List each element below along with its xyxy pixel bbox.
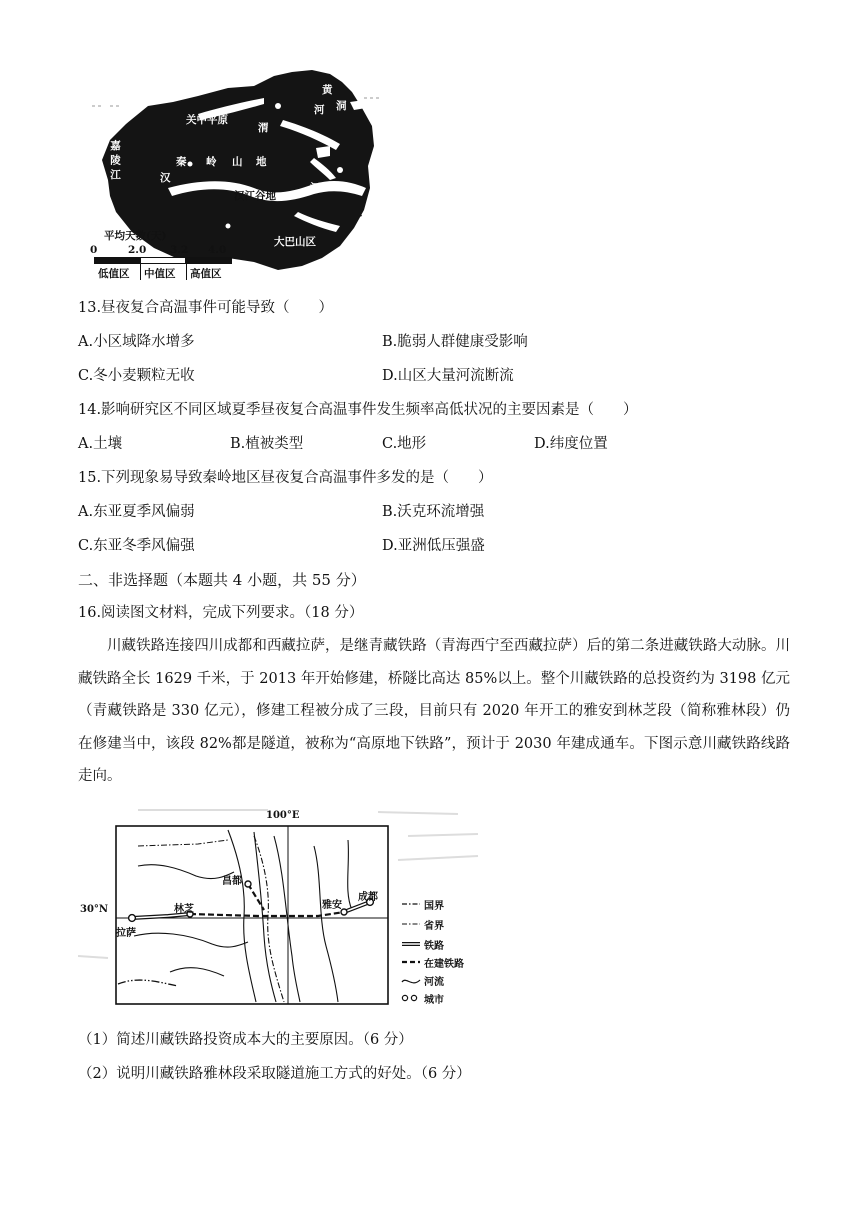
city-changdu: 昌都 xyxy=(222,876,242,887)
label-jialing-river: 嘉陵江 xyxy=(109,140,121,184)
q14-option-c: C.地形 xyxy=(382,436,427,452)
q15-option-a: A.东亚夏季风偏弱 xyxy=(78,504,195,520)
railway-map xyxy=(78,806,488,1012)
label-guanzhong-plain: 关中平原 xyxy=(186,114,228,126)
q14-option-b: B.植被类型 xyxy=(230,436,304,452)
qinling-heat-map xyxy=(78,62,398,284)
legend-zone-mid: 中值区 xyxy=(144,268,176,280)
q15-stem: 15.下列现象易导致秦岭地区昼夜复合高温事件多发的是（ ） xyxy=(78,470,493,486)
q13-option-a: A.小区域降水增多 xyxy=(78,334,195,350)
q14-stem: 14.影响研究区不同区域夏季昼夜复合高温事件发生频率高低状况的主要因素是（ ） xyxy=(78,402,638,418)
legend-zone-high: 高值区 xyxy=(190,268,222,280)
legend-railway: 铁路 xyxy=(424,941,444,952)
legend-divider-1 xyxy=(140,264,141,280)
legend-province-border: 省界 xyxy=(424,921,444,932)
q16-subquestion-2: （2）说明川藏铁路雅林段采取隧道施工方式的好处。（6 分） xyxy=(78,1066,471,1082)
label-ling: 岭 xyxy=(206,156,217,168)
q13-option-d: D.山区大量河流断流 xyxy=(382,368,514,384)
legend-tick-2: 3.2 xyxy=(170,244,189,256)
legend-river: 河流 xyxy=(424,977,444,988)
label-shan: 山 xyxy=(232,156,243,168)
label-huanghe: 黄 xyxy=(322,84,333,96)
q14-option-d: D.纬度位置 xyxy=(534,436,608,452)
label-jiang: 江 xyxy=(310,182,321,194)
q16-stem: 16.阅读图文材料，完成下列要求。（18 分） xyxy=(78,605,364,621)
legend-zone-low: 低值区 xyxy=(98,268,130,280)
q13-option-b: B.脆弱人群健康受影响 xyxy=(382,334,528,350)
label-hanjiang-basin: 汉江谷地 xyxy=(234,190,276,202)
city-yaan: 雅安 xyxy=(322,900,342,911)
city-chengdu: 成都 xyxy=(358,892,378,903)
label-100e: 100°E xyxy=(266,810,300,821)
label-30n: 30°N xyxy=(80,904,109,915)
label-wei-river: 渭 xyxy=(258,122,269,134)
section2-heading: 二、非选择题（本题共 4 小题，共 55 分） xyxy=(78,571,366,589)
q13-option-c: C.冬小麦颗粒无收 xyxy=(78,368,195,384)
map1-legend xyxy=(90,228,240,284)
legend-tick-3: 4.0 xyxy=(208,244,227,256)
legend-city: 城市 xyxy=(424,995,444,1006)
label-dong: 洞 xyxy=(336,100,347,112)
legend-national-border: 国界 xyxy=(424,901,444,912)
legend-bar xyxy=(94,257,232,264)
q14-option-a: A.土壤 xyxy=(78,436,123,452)
q15-option-d: D.亚洲低压强盛 xyxy=(382,538,485,554)
city-lasa: 拉萨 xyxy=(116,928,136,939)
q15-option-c: C.东亚冬季风偏强 xyxy=(78,538,195,554)
city-linzhi: 林芝 xyxy=(174,904,194,915)
label-di: 地 xyxy=(256,156,267,168)
legend-tick-0: 0 xyxy=(90,244,98,256)
q16-material-paragraph: 川藏铁路连接四川成都和西藏拉萨，是继青藏铁路（青海西宁至西藏拉萨）后的第二条进藏铁路大动脉。川藏铁路全长 1629 千米，于 2013 年开始修建，桥隧比高达 85%以上。整个川藏铁路的总投资约为 3198 亿元（青藏铁路是 330 亿元），修建工程被分成了三段，目前只有 2020 年开工的雅安到林芝段（简称雅林段）仍在修建当中，该段 82%都是隧道，被称为“高原地下铁路”，预计于 2030 年建成通车。下图示意川藏铁路线路走向。 xyxy=(78,638,790,784)
q15-option-b: B.沃克环流增强 xyxy=(382,504,485,520)
legend-tick-1: 2.0 xyxy=(128,244,147,256)
q13-stem: 13.昼夜复合高温事件可能导致（ ） xyxy=(78,300,334,316)
legend-divider-2 xyxy=(186,264,187,280)
label-han: 汉 xyxy=(160,172,171,184)
label-daba-mountains: 大巴山区 xyxy=(274,236,316,248)
legend-railway-under-construction: 在建铁路 xyxy=(424,959,464,970)
label-he: 河 xyxy=(314,104,325,116)
q16-subquestion-1: （1）简述川藏铁路投资成本大的主要原因。（6 分） xyxy=(78,1032,413,1048)
label-qin: 秦 xyxy=(176,156,187,168)
legend-title: 平均天数(天) xyxy=(104,230,167,242)
